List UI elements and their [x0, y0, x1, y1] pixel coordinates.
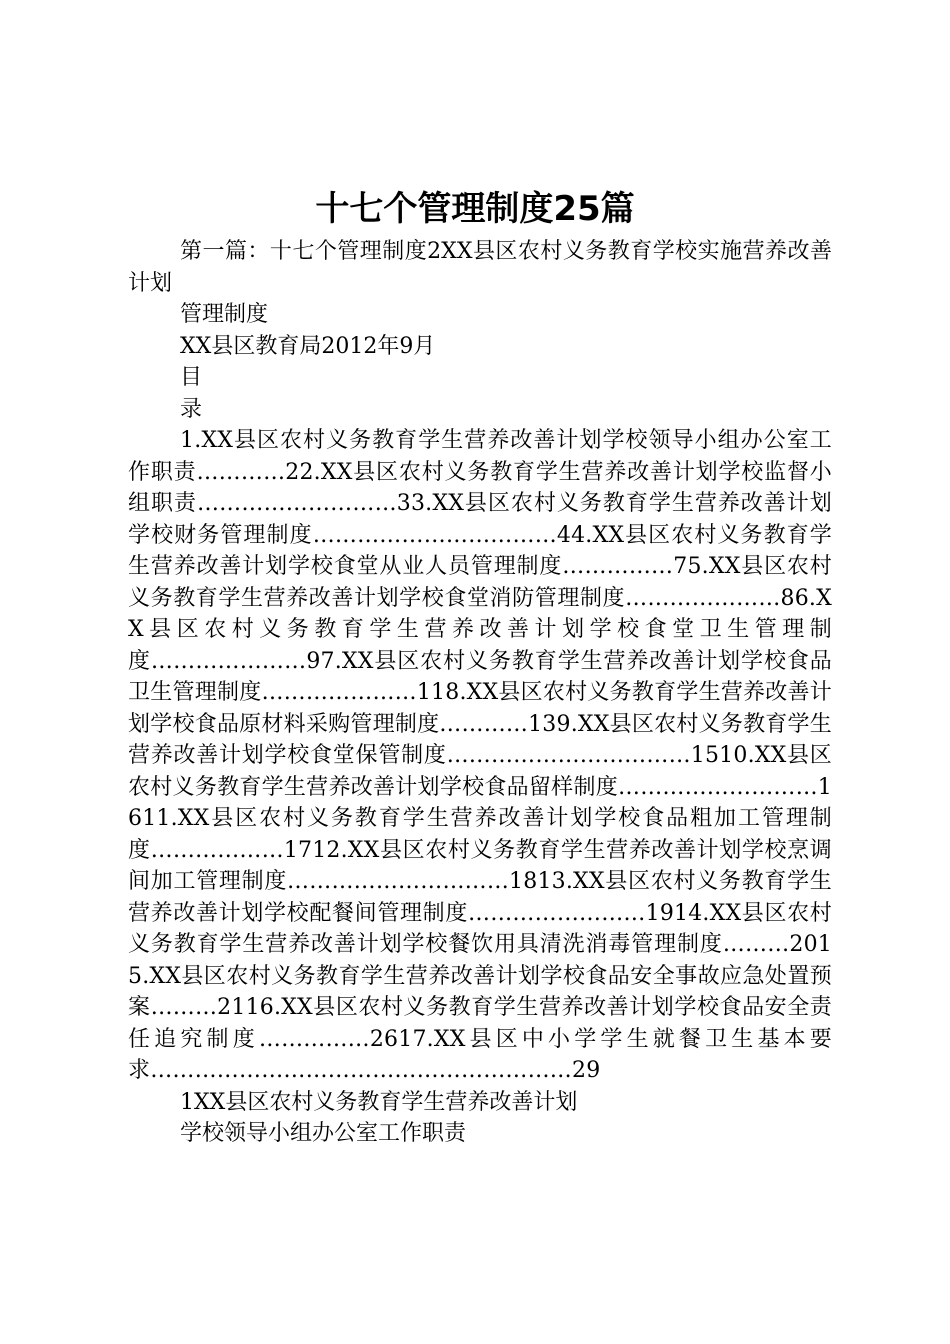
toc-heading-part-2: 录 [180, 396, 203, 422]
toc-heading-part-1: 目 [180, 365, 203, 390]
issuer-date-line: XX县区教育局2012年9月 [180, 333, 436, 359]
table-of-contents: 1.XX县区农村义务教育学生营养改善计划学校领导小组办公室工作职责…………22.XX县区农村义务教育学生营养改善计划学校监督小组职责………………………33.XX县区农村义务教育学生营养改善计划学校财务管理制度……………………………44.XX县区农村义务教育学生营养改善计划学校食堂从业人员管理制度……………75.XX县区农村义务教育学生营养改善计划学校食堂消防管理制度…………………86.XX县区农村义务教育学生营养改善计划学校食堂卫生管理制度…………………97.XX县区农村义务教育学生营养改善计划学校食品卫生管理制度…………………118.XX县区农村义务教育学生营养改善计划学校食品原材料采购管理制度…………139.XX县区农村义务教育学生营养改善计划学校食堂保管制度……………………………1510.XX县区农村义务教育学生营养改善计划学校食品留样制度………………………1611.XX县区农村义务教育学生营养改善计划学校食品粗加工管理制度………………1712.XX县区农村义务教育学生营养改善计划学校烹调间加工管理制度…………………………1813.XX县区农村义务教育学生营养改善计划学校配餐间管理制度……………………1914.XX县区农村义务教育学生营养改善计划学校餐饮用具清洗消毒管理制度………2015.XX县区农村义务教育学生营养改善计划学校食品安全事故应急处置预案………2116.XX县区农村义务教育学生营养改善计划学校食品安全责任追究制度……………2617.XX县区中小学学生就餐卫生基本要求…………………………………………………29 [128, 428, 832, 1083]
section-heading-line-1: 1XX县区农村义务教育学生营养改善计划 [180, 1089, 578, 1115]
intro-paragraph: 第一篇：十七个管理制度2XX县区农村义务教育学校实施营养改善计划 [128, 239, 832, 296]
subtitle-line: 管理制度 [180, 302, 269, 327]
document-body [128, 236, 832, 1150]
section-heading-line-2: 学校领导小组办公室工作职责 [180, 1121, 467, 1146]
document-title: 十七个管理制度25篇 [315, 189, 635, 229]
